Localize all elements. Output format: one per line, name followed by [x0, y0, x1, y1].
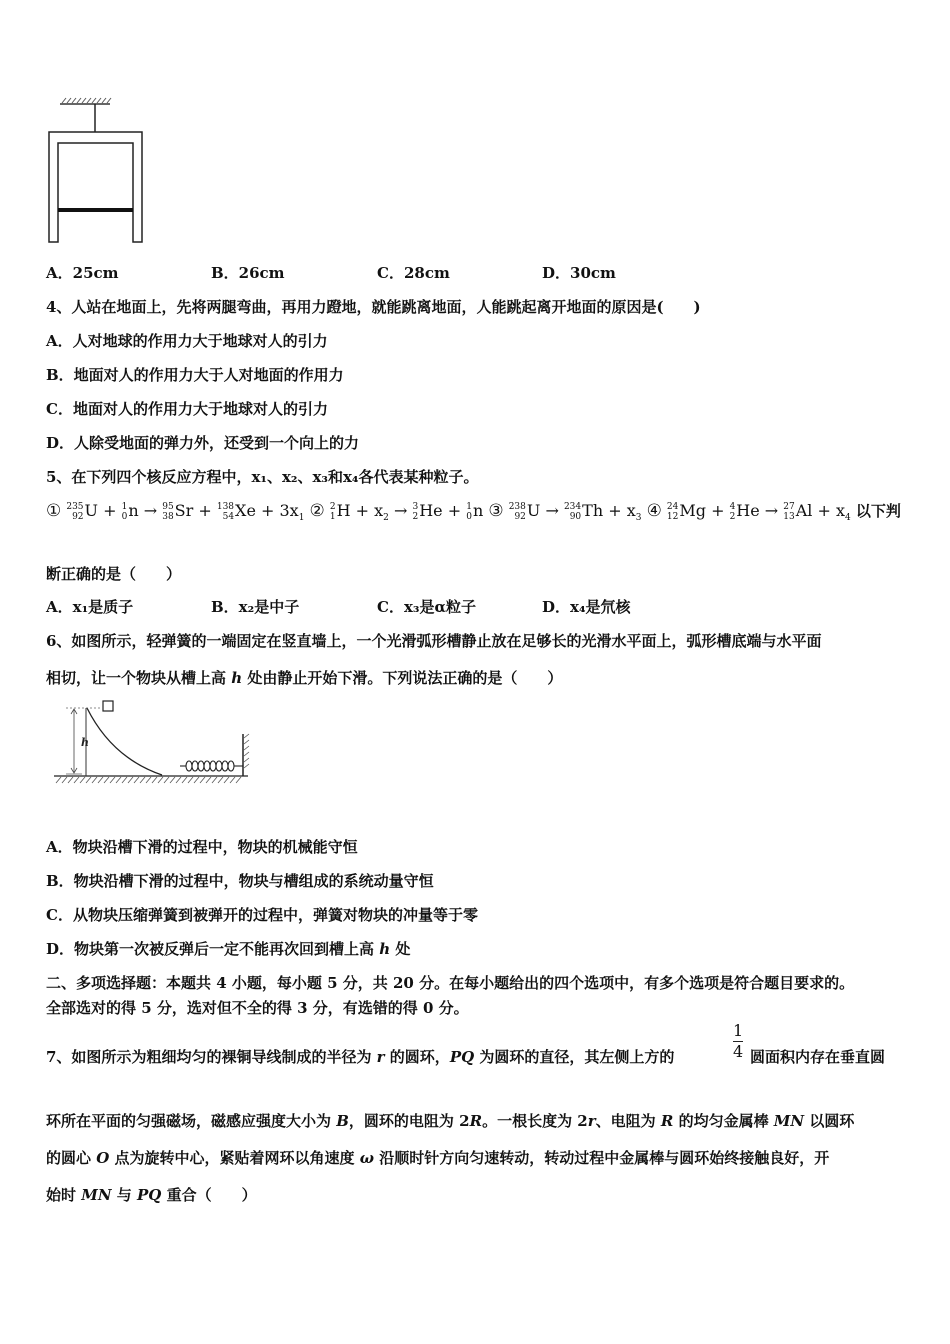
quarter-fraction: 1 4 [733, 1021, 744, 1061]
q3-option-a[interactable]: A．25cm [46, 264, 119, 282]
q3-option-c[interactable]: C．28cm [377, 264, 450, 282]
arc-slot-spring-figure [52, 698, 257, 790]
equation-marker-3: ③ [488, 501, 504, 521]
q5-option-d[interactable]: D．x₄是氘核 [542, 598, 631, 616]
hanging-frame-figure [44, 96, 154, 246]
q7-stem-line2: 环所在平面的匀强磁场，磁感应强度大小为 B，圆环的电阻为 2R。一根长度为 2r、电阻为 R 的均匀金属棒 MN 以圆环 [46, 1112, 855, 1130]
section2-header-line1: 二、多项选择题：本题共 4 小题，每小题 5 分，共 20 分。在每小题给出的四个选项中，有多个选项是符合题目要求的。 [46, 974, 855, 992]
q7-stem-line1: 7、如图所示为粗细均匀的裸铜导线制成的半径为 r 的圆环，PQ 为圆环的直径，其左侧上方的 [46, 1048, 675, 1066]
q5-eq-tail: 以下判 [855, 502, 901, 520]
q7-stem-line3: 的圆心 O 点为旋转中心，紧贴着网环以角速度 ω 沿顺时针方向匀速转动，转动过程中金属棒与圆环始终接触良好，开 [46, 1149, 830, 1167]
section2-header-line2: 全部选对的得 5 分，选对但不全的得 3 分，有选错的得 0 分。 [46, 999, 469, 1017]
q3-option-b[interactable]: B．26cm [211, 264, 285, 282]
q6-stem-line2: 相切，让一个物块从槽上高 h 处由静止开始下滑。下列说法正确的是（ ） [46, 669, 563, 687]
equation-marker-2: ② [309, 501, 325, 521]
q4-option-d[interactable]: D．人除受地面的弹力外，还受到一个向上的力 [46, 434, 360, 452]
q4-option-c[interactable]: C．地面对人的作用力大于地球对人的引力 [46, 400, 328, 418]
q5-nuclear-equations: ① 235 92 U + 1 0 n → 95 38 Sr + 138 54 $Xe + 3x_1$ ② 2 1 $H + x_2$ → 3 2 He + 1 0 n ③ 238 92 U → 234 90 $Th + x_3$ ④ 24 12 Mg + 4 2 He → 27 13 $Al + x_4$ 以下判 [46, 501, 901, 524]
q5-option-a[interactable]: A．x₁是质子 [46, 598, 134, 616]
q6-option-c[interactable]: C．从物块压缩弹簧到被弹开的过程中，弹簧对物块的冲量等于零 [46, 906, 478, 924]
height-label: h [81, 736, 89, 749]
q6-stem-line1: 6、如图所示，轻弹簧的一端固定在竖直墙上，一个光滑弧形槽静止放在足够长的光滑水平面上，弧形槽底端与水平面 [46, 632, 822, 650]
q3-option-d[interactable]: D．30cm [542, 264, 616, 282]
q4-option-b[interactable]: B．地面对人的作用力大于人对地面的作用力 [46, 366, 344, 384]
q4-stem: 4、人站在地面上，先将两腿弯曲，再用力蹬地，就能跳离地面，人能跳起离开地面的原因是( ) [46, 298, 701, 316]
equation-marker-4: ④ [646, 501, 662, 521]
q5-stem-continued: 断正确的是（ ） [46, 565, 182, 583]
q6-option-b[interactable]: B．物块沿槽下滑的过程中，物块与槽组成的系统动量守恒 [46, 872, 434, 890]
q6-option-d[interactable]: D．物块第一次被反弹后一定不能再次回到槽上高 h 处 [46, 940, 411, 958]
q5-option-b[interactable]: B．x₂是中子 [211, 598, 300, 616]
q6-option-a[interactable]: A．物块沿槽下滑的过程中，物块的机械能守恒 [46, 838, 358, 856]
q7-stem-line1-tail: 圆面积内存在垂直圆 [750, 1048, 886, 1066]
equation-marker-1: ① [46, 501, 62, 521]
q7-stem-line4: 始时 MN 与 PQ 重合（ ） [46, 1186, 257, 1204]
q5-stem: 5、在下列四个核反应方程中，x₁、x₂、x₃和x₄各代表某种粒子。 [46, 468, 479, 486]
q5-option-c[interactable]: C．x₃是α粒子 [377, 598, 476, 616]
q4-option-a[interactable]: A．人对地球的作用力大于地球对人的引力 [46, 332, 328, 350]
